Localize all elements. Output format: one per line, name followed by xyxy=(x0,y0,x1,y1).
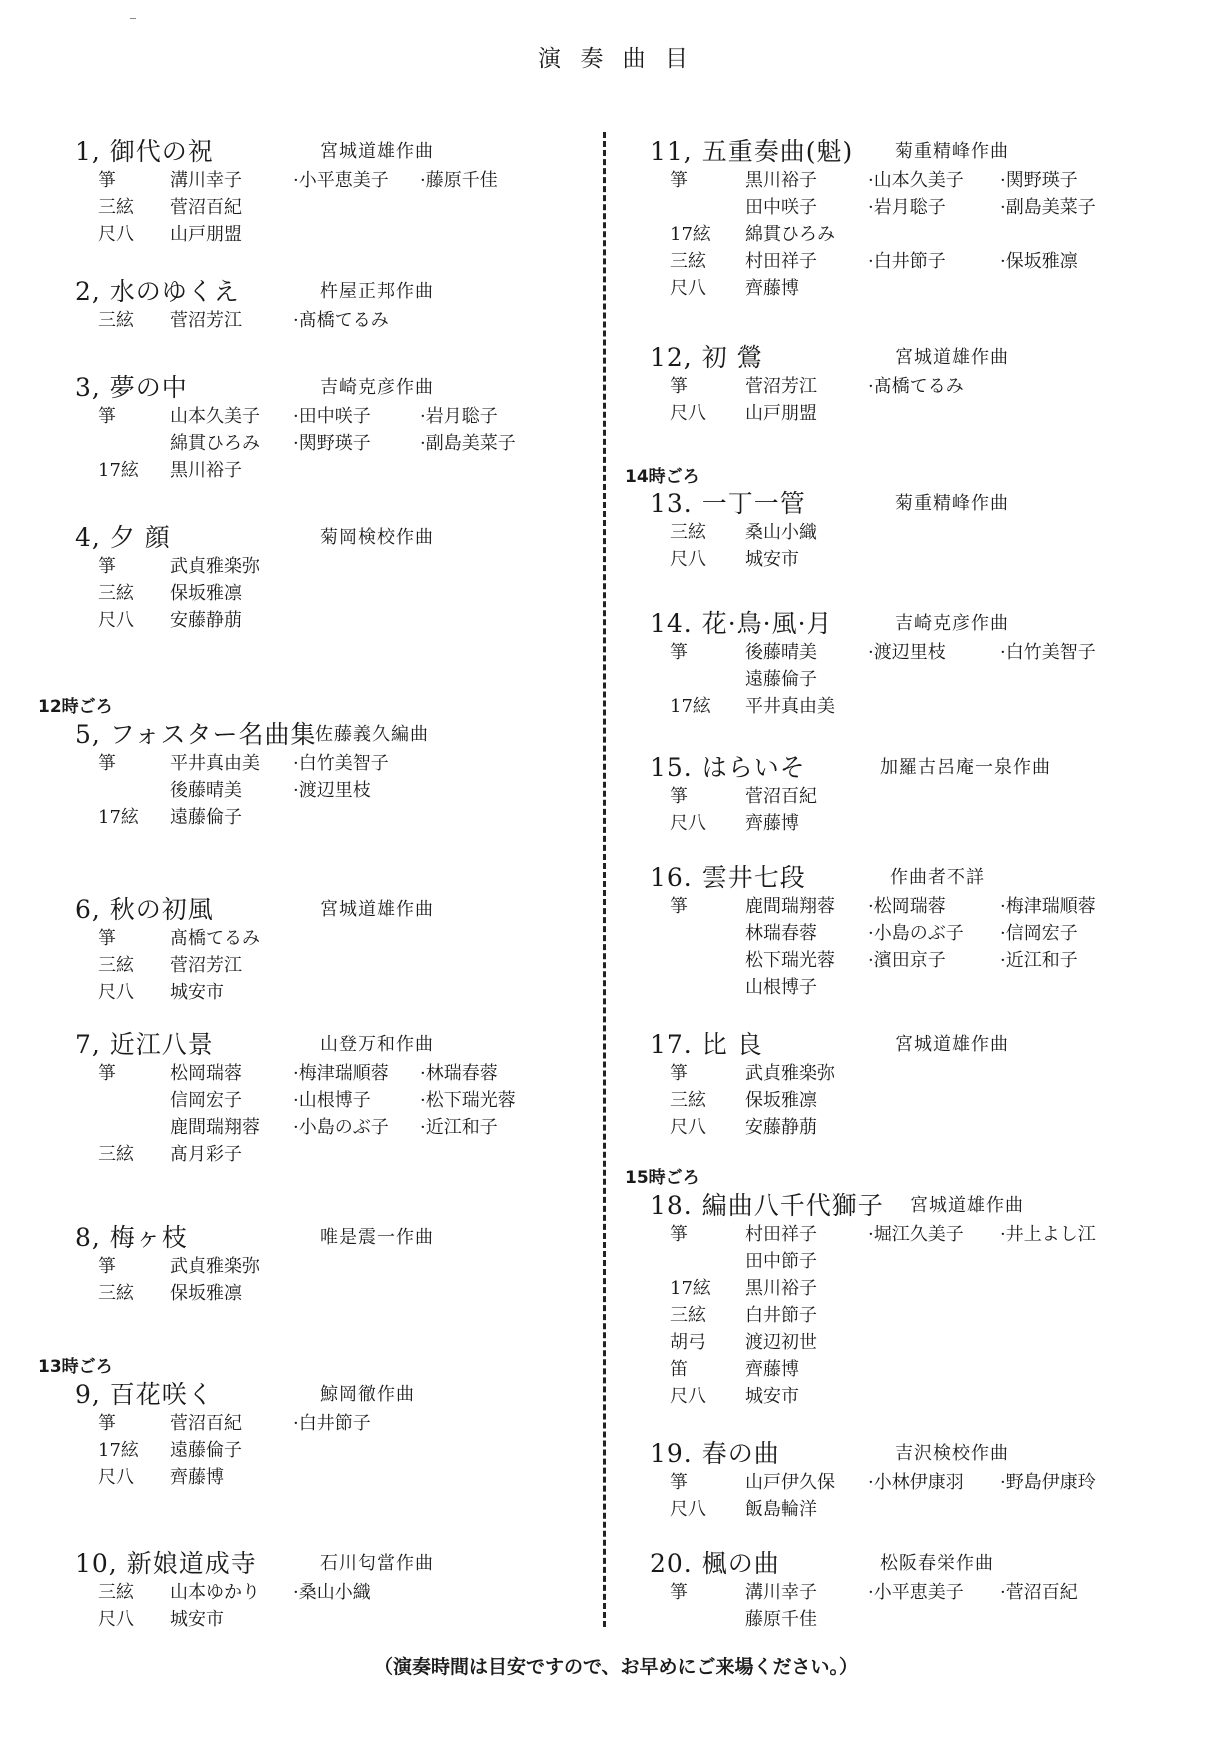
performer-1: 齊藤博 xyxy=(745,278,799,299)
instrument: 箏 xyxy=(670,1224,688,1245)
performer-2: ·山根博子 xyxy=(293,1090,371,1111)
performer-2: ·岩月聡子 xyxy=(868,197,946,218)
piece-composer: 石川匂當作曲 xyxy=(320,1553,434,1574)
instrument: 17絃 xyxy=(670,224,711,245)
performer-2: ·髙橋てるみ xyxy=(868,376,964,397)
performer-2: ·桑山小織 xyxy=(293,1582,371,1603)
performer-1: 松下瑞光蓉 xyxy=(745,950,835,971)
performer-3: ·林瑞春蓉 xyxy=(420,1063,498,1084)
performer-1: 髙橋てるみ xyxy=(170,928,260,949)
instrument: 尺八 xyxy=(98,1609,134,1630)
piece-title: 19. 春の曲 xyxy=(650,1439,780,1468)
performer-2: ·田中咲子 xyxy=(293,406,371,427)
piece-composer: 作曲者不詳 xyxy=(890,867,985,888)
performer-1: 菅沼百紀 xyxy=(170,1413,242,1434)
time-marker-13: 13時ごろ xyxy=(38,1357,113,1377)
performer-3: ·関野瑛子 xyxy=(1000,170,1078,191)
scan-speck xyxy=(130,18,136,19)
piece-title: 5, フォスター名曲集 xyxy=(75,720,317,749)
performer-1: 髙月彩子 xyxy=(170,1144,242,1165)
instrument: 三絃 xyxy=(670,522,706,543)
time-marker-15: 15時ごろ xyxy=(625,1168,700,1188)
instrument: 尺八 xyxy=(98,1467,134,1488)
instrument: 三絃 xyxy=(98,197,134,218)
performer-3: ·梅津瑞順蓉 xyxy=(1000,896,1096,917)
instrument: 箏 xyxy=(98,1256,116,1277)
performer-2: ·白井節子 xyxy=(293,1413,371,1434)
performer-1: 山戸朋盟 xyxy=(170,224,242,245)
instrument: 尺八 xyxy=(670,1117,706,1138)
performer-1: 山本ゆかり xyxy=(170,1582,260,1603)
instrument: 三絃 xyxy=(98,1144,134,1165)
piece-composer: 加羅古呂庵一泉作曲 xyxy=(880,757,1051,778)
performer-1: 菅沼芳江 xyxy=(170,955,242,976)
instrument: 箏 xyxy=(670,170,688,191)
piece-composer: 吉沢検校作曲 xyxy=(895,1443,1009,1464)
instrument: 三絃 xyxy=(98,1283,134,1304)
piece-composer: 宮城道雄作曲 xyxy=(910,1195,1024,1216)
performer-2: ·髙橋てるみ xyxy=(293,310,389,331)
piece-composer: 山登万和作曲 xyxy=(320,1034,434,1055)
performer-1: 山戸朋盟 xyxy=(745,403,817,424)
performer-1: 溝川幸子 xyxy=(170,170,242,191)
performer-1: 山戸伊久保 xyxy=(745,1472,835,1493)
performer-1: 林瑞春蓉 xyxy=(745,923,817,944)
instrument: 三絃 xyxy=(98,310,134,331)
performer-2: ·堀江久美子 xyxy=(868,1224,964,1245)
performer-1: 城安市 xyxy=(745,1386,799,1407)
performer-1: 遠藤倫子 xyxy=(170,807,242,828)
performer-3: ·菅沼百紀 xyxy=(1000,1582,1078,1603)
performer-2: ·小平恵美子 xyxy=(293,170,389,191)
instrument: 三絃 xyxy=(98,955,134,976)
instrument: 17絃 xyxy=(98,807,139,828)
performer-1: 桑山小織 xyxy=(745,522,817,543)
instrument: 尺八 xyxy=(670,549,706,570)
instrument: 尺八 xyxy=(670,403,706,424)
performer-2: ·小林伊康羽 xyxy=(868,1472,964,1493)
performer-1: 綿貫ひろみ xyxy=(745,224,835,245)
instrument: 17絃 xyxy=(670,1278,711,1299)
instrument: 尺八 xyxy=(670,813,706,834)
time-marker-14: 14時ごろ xyxy=(625,467,700,487)
instrument: 三絃 xyxy=(98,1582,134,1603)
performer-1: 村田祥子 xyxy=(745,251,817,272)
performer-1: 綿貫ひろみ xyxy=(170,433,260,454)
performer-1: 山本久美子 xyxy=(170,406,260,427)
instrument: 箏 xyxy=(670,642,688,663)
instrument: 尺八 xyxy=(670,278,706,299)
performer-3: ·井上よし江 xyxy=(1000,1224,1096,1245)
performer-2: ·渡辺里枝 xyxy=(868,642,946,663)
instrument: 箏 xyxy=(98,556,116,577)
instrument: 三絃 xyxy=(98,583,134,604)
piece-title: 9, 百花咲く xyxy=(75,1380,214,1409)
instrument: 尺八 xyxy=(670,1386,706,1407)
performer-1: 白井節子 xyxy=(745,1305,817,1326)
piece-title: 7, 近江八景 xyxy=(75,1030,214,1059)
instrument: 箏 xyxy=(670,1582,688,1603)
performer-2: ·小島のぶ子 xyxy=(868,923,964,944)
piece-composer: 宮城道雄作曲 xyxy=(320,899,434,920)
performer-3: ·白竹美智子 xyxy=(1000,642,1096,663)
instrument: 尺八 xyxy=(98,610,134,631)
performer-1: 保坂雅凛 xyxy=(745,1090,817,1111)
performer-1: 安藤静萠 xyxy=(745,1117,817,1138)
piece-composer: 菊岡検校作曲 xyxy=(320,527,434,548)
instrument: 笛 xyxy=(670,1359,688,1380)
instrument: 三絃 xyxy=(670,1305,706,1326)
piece-title: 11, 五重奏曲(魁) xyxy=(650,137,854,166)
instrument: 箏 xyxy=(98,406,116,427)
instrument: 箏 xyxy=(670,1063,688,1084)
performer-1: 菅沼芳江 xyxy=(170,310,242,331)
performer-1: 遠藤倫子 xyxy=(170,1440,242,1461)
footer-note: （演奏時間は目安ですので、お早めにご来場ください。） xyxy=(373,1656,859,1678)
instrument: 尺八 xyxy=(98,982,134,1003)
performer-1: 齊藤博 xyxy=(170,1467,224,1488)
page-title: 演 奏 曲 目 xyxy=(538,46,694,72)
performer-1: 保坂雅凛 xyxy=(170,1283,242,1304)
performer-1: 齊藤博 xyxy=(745,813,799,834)
piece-title: 8, 梅ヶ枝 xyxy=(75,1223,188,1252)
performer-1: 村田祥子 xyxy=(745,1224,817,1245)
performer-3: ·松下瑞光蓉 xyxy=(420,1090,516,1111)
piece-composer: 吉崎克彦作曲 xyxy=(320,377,434,398)
piece-title: 16. 雲井七段 xyxy=(650,863,806,892)
performer-2: ·梅津瑞順蓉 xyxy=(293,1063,389,1084)
instrument: 箏 xyxy=(670,376,688,397)
instrument: 箏 xyxy=(98,170,116,191)
performer-1: 田中咲子 xyxy=(745,197,817,218)
performer-3: ·近江和子 xyxy=(420,1117,498,1138)
performer-2: ·渡辺里枝 xyxy=(293,780,371,801)
piece-title: 14. 花·鳥·風·月 xyxy=(650,609,833,638)
performer-1: 菅沼芳江 xyxy=(745,376,817,397)
performer-3: ·副島美菜子 xyxy=(1000,197,1096,218)
piece-title: 12, 初 鶯 xyxy=(650,343,763,372)
performer-1: 武貞雅楽弥 xyxy=(745,1063,835,1084)
performer-1: 城安市 xyxy=(745,549,799,570)
performer-1: 飯島輪洋 xyxy=(745,1499,817,1520)
performer-1: 安藤静萠 xyxy=(170,610,242,631)
piece-composer: 杵屋正邦作曲 xyxy=(320,281,434,302)
performer-1: 菅沼百紀 xyxy=(170,197,242,218)
performer-1: 平井真由美 xyxy=(745,696,835,717)
performer-1: 鹿間瑞翔蓉 xyxy=(170,1117,260,1138)
performer-1: 城安市 xyxy=(170,982,224,1003)
instrument: 17絃 xyxy=(98,1440,139,1461)
performer-2: ·小平恵美子 xyxy=(868,1582,964,1603)
instrument: 17絃 xyxy=(98,460,139,481)
piece-title: 15. はらいそ xyxy=(650,753,806,782)
instrument: 箏 xyxy=(670,786,688,807)
performer-1: 齊藤博 xyxy=(745,1359,799,1380)
piece-title: 17. 比 良 xyxy=(650,1030,763,1059)
instrument: 箏 xyxy=(98,1063,116,1084)
piece-title: 10, 新娘道成寺 xyxy=(75,1549,257,1578)
performer-1: 保坂雅凛 xyxy=(170,583,242,604)
performer-2: ·小島のぶ子 xyxy=(293,1117,389,1138)
performer-1: 後藤晴美 xyxy=(170,780,242,801)
instrument: 箏 xyxy=(670,1472,688,1493)
piece-composer: 宮城道雄作曲 xyxy=(320,141,434,162)
performer-1: 武貞雅楽弥 xyxy=(170,556,260,577)
instrument: 三絃 xyxy=(670,1090,706,1111)
performer-1: 田中節子 xyxy=(745,1251,817,1272)
performer-1: 信岡宏子 xyxy=(170,1090,242,1111)
performer-3: ·藤原千佳 xyxy=(420,170,498,191)
performer-1: 城安市 xyxy=(170,1609,224,1630)
piece-composer: 唯是震一作曲 xyxy=(320,1227,434,1248)
instrument: 箏 xyxy=(98,753,116,774)
performer-1: 黒川裕子 xyxy=(745,1278,817,1299)
piece-composer: 吉崎克彦作曲 xyxy=(895,613,1009,634)
instrument: 尺八 xyxy=(670,1499,706,1520)
performer-1: 渡辺初世 xyxy=(745,1332,817,1353)
performer-3: ·近江和子 xyxy=(1000,950,1078,971)
instrument: 箏 xyxy=(98,928,116,949)
piece-title: 2, 水のゆくえ xyxy=(75,277,240,306)
instrument: 箏 xyxy=(670,896,688,917)
performer-3: ·信岡宏子 xyxy=(1000,923,1078,944)
performer-1: 遠藤倫子 xyxy=(745,669,817,690)
piece-title: 20. 楓の曲 xyxy=(650,1549,780,1578)
piece-title: 1, 御代の祝 xyxy=(75,137,214,166)
performer-1: 菅沼百紀 xyxy=(745,786,817,807)
instrument: 箏 xyxy=(98,1413,116,1434)
piece-composer: 松阪春栄作曲 xyxy=(880,1553,994,1574)
performer-1: 黒川裕子 xyxy=(170,460,242,481)
piece-composer: 宮城道雄作曲 xyxy=(895,1034,1009,1055)
piece-title: 18. 編曲八千代獅子 xyxy=(650,1191,884,1220)
performer-1: 武貞雅楽弥 xyxy=(170,1256,260,1277)
instrument: 胡弓 xyxy=(670,1332,706,1353)
performer-3: ·岩月聡子 xyxy=(420,406,498,427)
piece-composer: 宮城道雄作曲 xyxy=(895,347,1009,368)
piece-composer: 佐藤義久編曲 xyxy=(315,724,429,745)
performer-2: ·山本久美子 xyxy=(868,170,964,191)
piece-title: 6, 秋の初風 xyxy=(75,895,214,924)
performer-2: ·白竹美智子 xyxy=(293,753,389,774)
performer-1: 溝川幸子 xyxy=(745,1582,817,1603)
performer-2: ·松岡瑞蓉 xyxy=(868,896,946,917)
performer-3: ·野島伊康玲 xyxy=(1000,1472,1096,1493)
piece-title: 4, 夕 顔 xyxy=(75,523,171,552)
column-divider xyxy=(603,132,606,1627)
performer-1: 藤原千佳 xyxy=(745,1609,817,1630)
performer-1: 松岡瑞蓉 xyxy=(170,1063,242,1084)
piece-title: 13. 一丁一管 xyxy=(650,489,806,518)
performer-1: 平井真由美 xyxy=(170,753,260,774)
piece-composer: 鯨岡徹作曲 xyxy=(320,1384,415,1405)
performer-2: ·関野瑛子 xyxy=(293,433,371,454)
performer-1: 鹿間瑞翔蓉 xyxy=(745,896,835,917)
piece-composer: 菊重精峰作曲 xyxy=(895,493,1009,514)
performer-1: 後藤晴美 xyxy=(745,642,817,663)
instrument: 17絃 xyxy=(670,696,711,717)
piece-composer: 菊重精峰作曲 xyxy=(895,141,1009,162)
performer-1: 黒川裕子 xyxy=(745,170,817,191)
time-marker-12: 12時ごろ xyxy=(38,697,113,717)
performer-3: ·保坂雅凛 xyxy=(1000,251,1078,272)
performer-2: ·白井節子 xyxy=(868,251,946,272)
instrument: 三絃 xyxy=(670,251,706,272)
instrument: 尺八 xyxy=(98,224,134,245)
performer-3: ·副島美菜子 xyxy=(420,433,516,454)
performer-1: 山根博子 xyxy=(745,977,817,998)
performer-2: ·濱田京子 xyxy=(868,950,946,971)
piece-title: 3, 夢の中 xyxy=(75,373,188,402)
